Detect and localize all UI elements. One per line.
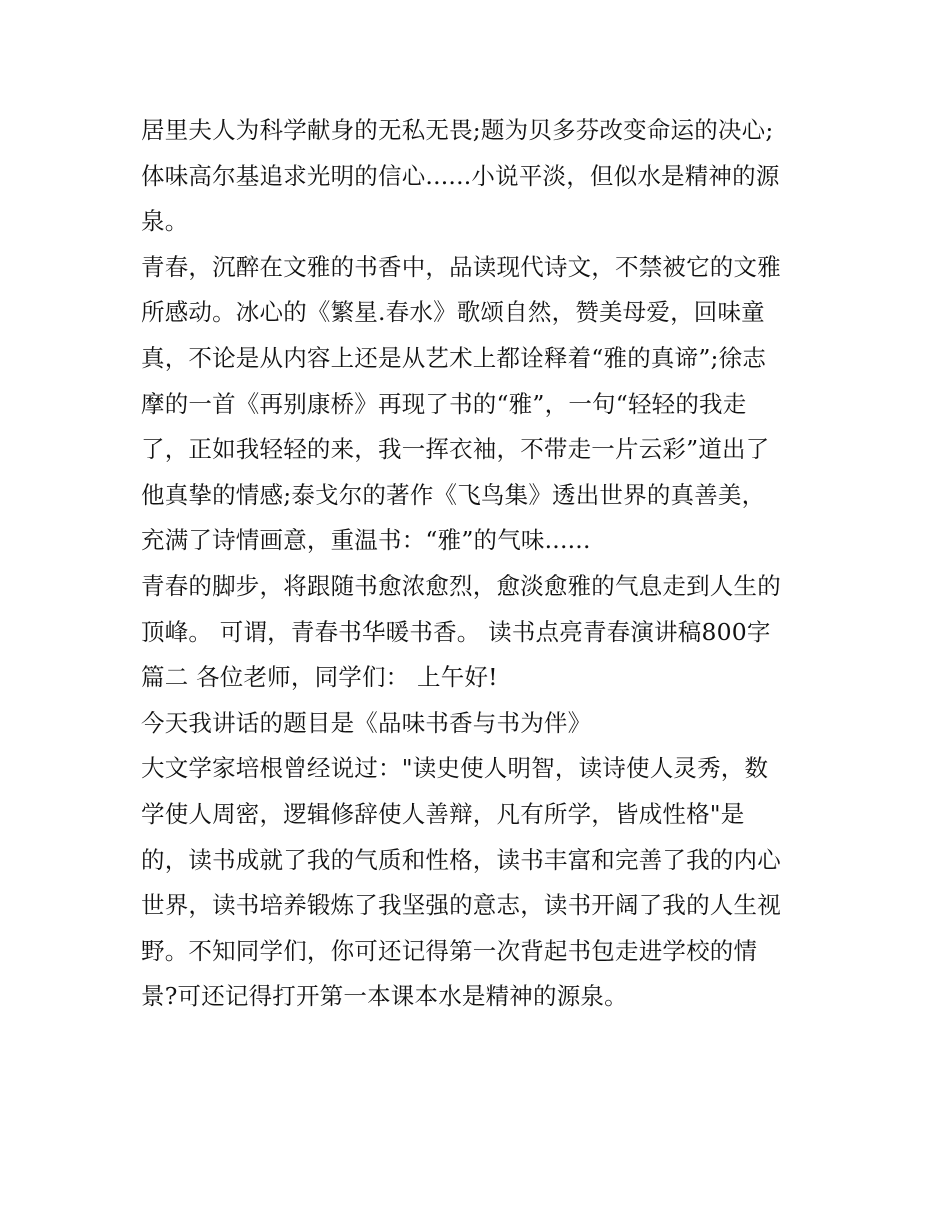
text-line: 大文学家培根曾经说过："读史使人明智，读诗使人灵秀，数 <box>141 754 769 783</box>
text-line: 学使人周密，逻辑修辞使人善辩，凡有所学，皆成性格"是 <box>141 799 745 828</box>
text-line: 的，读书成就了我的气质和性格，读书丰富和完善了我的内心 <box>141 845 781 874</box>
text-line: 真，不论是从内容上还是从艺术上都诠释着“雅的真谛”;徐志 <box>141 343 767 372</box>
text-line: 了，正如我轻轻的来，我一挥衣袖，不带走一片云彩”道出了 <box>141 435 770 464</box>
text-line: 今天我讲话的题目是《品味书香与书为伴》 <box>141 708 592 737</box>
text-line: 他真挚的情感;泰戈尔的著作《飞鸟集》透出世界的真善美， <box>141 480 766 509</box>
text-line: 所感动。冰心的《繁星.春水》歌颂自然，赞美母爱，回味童 <box>141 298 765 327</box>
text-line: 景?可还记得打开第一本课本水是精神的源泉。 <box>141 982 628 1011</box>
text-line: 体味高尔基追求光明的信心......小说平淡，但似水是精神的源 <box>141 161 780 190</box>
text-line: 顶峰。 可谓，青春书华暖书香。 读书点亮青春演讲稿800字 <box>141 617 771 646</box>
text-line: 泉。 <box>141 207 189 236</box>
text-line: 篇二 各位老师，同学们： 上午好! <box>141 663 498 692</box>
text-line: 野。不知同学们，你可还记得第一次背起书包走进学校的情 <box>141 936 758 965</box>
text-line: 青春，沉醉在文雅的书香中，品读现代诗文，不禁被它的文雅 <box>141 252 781 281</box>
text-line: 摩的一首《再别康桥》再现了书的“雅”，一句“轻轻的我走 <box>141 389 747 418</box>
text-line: 居里夫人为科学献身的无私无畏;题为贝多芬改变命运的决心; <box>141 116 774 144</box>
text-line: 世界，读书培养锻炼了我坚强的意志，读书开阔了我的人生视 <box>141 891 781 920</box>
text-line: 青春的脚步，将跟随书愈浓愈烈，愈淡愈雅的气息走到人生的 <box>141 571 781 600</box>
text-line: 充满了诗情画意，重温书：“雅”的气味...... <box>141 526 591 555</box>
document-body <box>141 108 821 1020</box>
